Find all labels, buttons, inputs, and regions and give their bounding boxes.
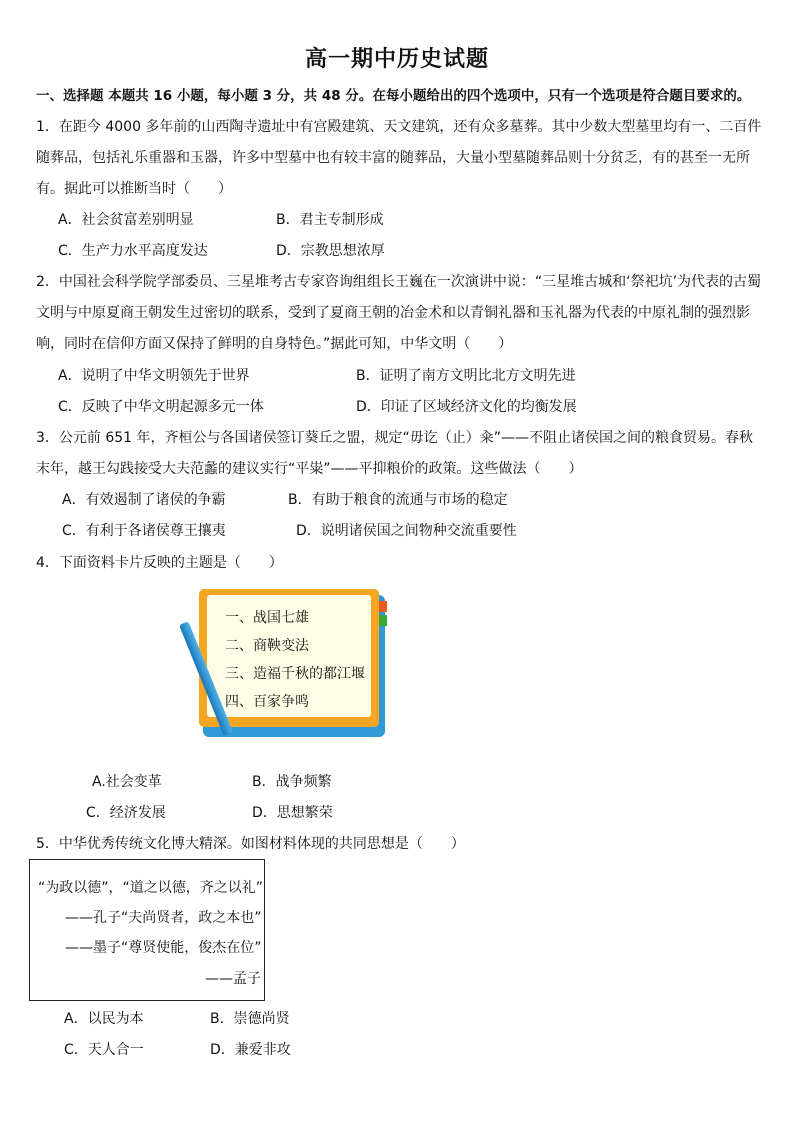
question-1-text: 有。据此可以推断当时（ ）	[36, 181, 232, 197]
question-4-option-d: D．思想繁荣	[252, 805, 333, 821]
question-2-text: 文明与中原夏商王朝发生过密切的联系，受到了夏商王朝的冶金术和以青铜礼器和玉礼器为代表的中原礼制的强烈影	[36, 305, 750, 321]
question-5-option-d: D．兼爱非攻	[210, 1042, 291, 1058]
question-2-option-d: D．印证了区域经济文化的均衡发展	[356, 399, 577, 415]
question-1-option-d: D．宗教思想浓厚	[276, 243, 385, 259]
card-item-2: 二、商鞅变法	[225, 638, 309, 654]
question-3-option-c: C．有利于各诸侯尊王攘夷	[62, 523, 226, 539]
question-2-option-b: B．证明了南方文明比北方文明先进	[356, 368, 576, 384]
page-title: 高一期中历史试题	[304, 47, 489, 72]
quote-box	[29, 859, 265, 1001]
card-item-4: 四、百家争鸣	[225, 694, 309, 710]
question-4-option-c: C．经济发展	[86, 805, 166, 821]
question-3-option-d: D．说明诸侯国之间物种交流重要性	[296, 523, 517, 539]
section-heading: 一、选择题 本题共 16 小题，每小题 3 分，共 48 分。在每小题给出的四个选项中，只有一个选项是符合题目要求的。	[36, 88, 751, 104]
quote-line-3: ——墨子“尊贤使能，俊杰在位”	[65, 940, 262, 956]
question-4-option-a: A.社会变革	[92, 774, 162, 790]
quote-line-4: ——孟子	[205, 971, 261, 987]
question-2-option-c: C．反映了中华文明起源多元一体	[58, 399, 264, 415]
quote-line-2: ——孔子“夫尚贤者，政之本也”	[65, 910, 262, 926]
question-4-option-b: B．战争频繁	[252, 774, 332, 790]
question-5-option-a: A．以民为本	[64, 1011, 144, 1027]
bookmark-tab-green	[379, 615, 387, 626]
card-item-3: 三、造福千秋的都江堰	[225, 666, 365, 682]
question-3-text: 末年，越王勾践接受大夫范蠡的建议实行“平粜”——平抑粮价的政策。这些做法（ ）	[36, 461, 583, 477]
question-5-option-b: B．崇德尚贤	[210, 1011, 290, 1027]
quote-line-1: “为政以德”，“道之以德，齐之以礼”	[38, 880, 264, 896]
question-4-text: 4．下面资料卡片反映的主题是（ ）	[36, 555, 283, 571]
question-3-text: 3．公元前 651 年，齐桓公与各国诸侯签订葵丘之盟，规定“毋讫（止）籴”——不阻止诸侯国之间的粮食贸易。春秋	[36, 430, 754, 446]
card-item-1: 一、战国七雄	[225, 610, 309, 626]
question-1-text: 随葬品，包括礼乐重器和玉器，许多中型墓中也有较丰富的随葬品，大量小型墓随葬品则十分贫乏，有的甚至一无所	[36, 150, 750, 166]
question-2-text: 2．中国社会科学院学部委员、三星堆考古专家咨询组组长王巍在一次演讲中说：“三星堆古城和‘祭祀坑’为代表的古蜀	[36, 274, 762, 290]
question-1-text: 1．在距今 4000 多年前的山西陶寺遗址中有宫殿建筑、天文建筑，还有众多墓葬。其中少数大型墓里均有一、二百件	[36, 119, 762, 135]
question-2-text: 响，同时在信仰方面又保持了鲜明的自身特色。”据此可知，中华文明（ ）	[36, 336, 513, 352]
data-card-illustration	[195, 585, 395, 740]
question-1-option-a: A．社会贫富差别明显	[58, 212, 194, 228]
question-3-option-a: A．有效遏制了诸侯的争霸	[62, 492, 226, 508]
question-5-text: 5．中华优秀传统文化博大精深。如图材料体现的共同思想是（ ）	[36, 836, 465, 852]
question-1-option-c: C．生产力水平高度发达	[58, 243, 208, 259]
question-1-option-b: B．君主专制形成	[276, 212, 384, 228]
bookmark-tab-red	[379, 601, 387, 612]
question-3-option-b: B．有助于粮食的流通与市场的稳定	[288, 492, 508, 508]
question-2-option-a: A．说明了中华文明领先于世界	[58, 368, 250, 384]
question-5-option-c: C．天人合一	[64, 1042, 144, 1058]
